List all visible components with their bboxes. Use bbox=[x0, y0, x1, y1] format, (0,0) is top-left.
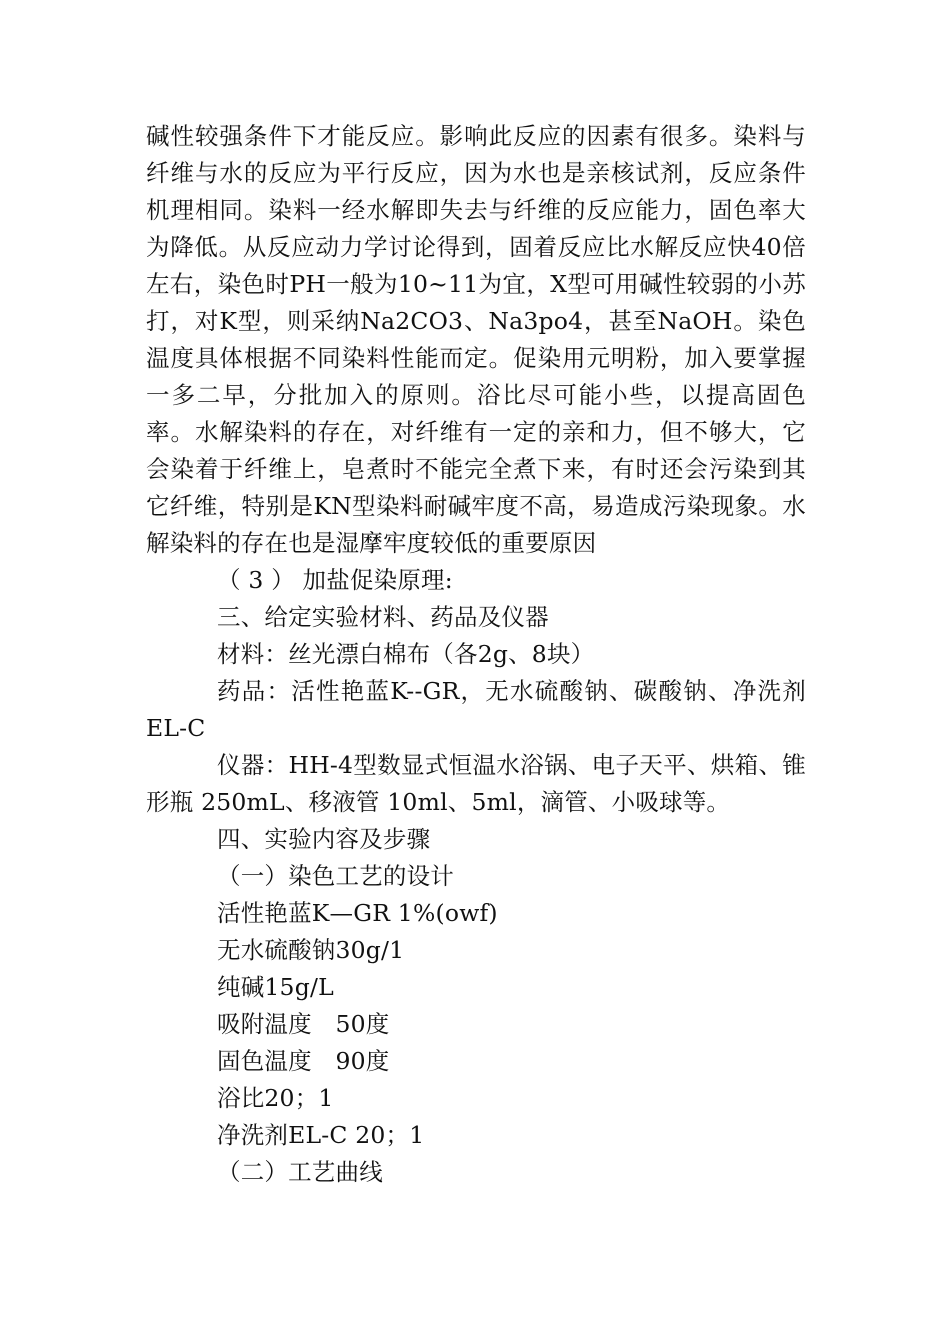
heading-salt-principle: （ 3 ） 加盐促染原理: bbox=[217, 566, 453, 594]
subheading-process-curve: （二）工艺曲线 bbox=[217, 1158, 383, 1186]
recipe-adsorption-temp: 吸附温度 50度 bbox=[217, 1010, 390, 1038]
chemicals-line: 药品：活性艳蓝K--GR，无水硫酸钠、碳酸钠、净洗剂EL-C bbox=[146, 677, 806, 742]
instruments-line: 仪器：HH-4型数显式恒温水浴锅、电子天平、烘箱、锥形瓶 250mL、移液管 10ml、5ml，滴管、小吸球等。 bbox=[146, 751, 806, 816]
document-page bbox=[146, 118, 806, 1191]
recipe-sodium-sulfate: 无水硫酸钠30g/1 bbox=[217, 936, 405, 964]
recipe-fixation-temp: 固色温度 90度 bbox=[217, 1047, 390, 1075]
section-heading-procedure: 四、实验内容及步骤 bbox=[217, 825, 431, 853]
section-heading-materials: 三、给定实验材料、药品及仪器 bbox=[217, 603, 549, 631]
recipe-detergent: 净洗剂EL-C 20；1 bbox=[217, 1121, 425, 1149]
materials-line: 材料：丝光漂白棉布（各2g、8块） bbox=[217, 640, 595, 668]
subheading-process-design: （一）染色工艺的设计 bbox=[217, 862, 454, 890]
recipe-liquor-ratio: 浴比20；1 bbox=[217, 1084, 334, 1112]
recipe-dye: 活性艳蓝K—GR 1%(owf) bbox=[217, 899, 498, 927]
recipe-soda-ash: 纯碱15g/L bbox=[217, 973, 334, 1001]
body-paragraph-hydrolysis: 碱性较强条件下才能反应。影响此反应的因素有很多。染料与纤维与水的反应为平行反应，因为水也是亲核试剂，反应条件机理相同。染料一经水解即失去与纤维的反应能力，固色率大为降低。从反应动力学讨论得到，固着反应比水解反应快40倍左右，染色时PH一般为10~11为宜，X型可用碱性较弱的小苏打，对K型，则采纳Na2CO3、Na3po4，甚至NaOH。染色温度具体根据不同染料性能而定。促染用元明粉，加入要掌握一多二早，分批加入的原则。浴比尽可能小些，以提高固色率。水解染料的存在，对纤维有一定的亲和力，但不够大，它会染着于纤维上，皂煮时不能完全煮下来，有时还会污染到其它纤维，特别是KN型染料耐碱牢度不高，易造成污染现象。水解染料的存在也是湿摩牢度较低的重要原因 bbox=[146, 122, 806, 557]
